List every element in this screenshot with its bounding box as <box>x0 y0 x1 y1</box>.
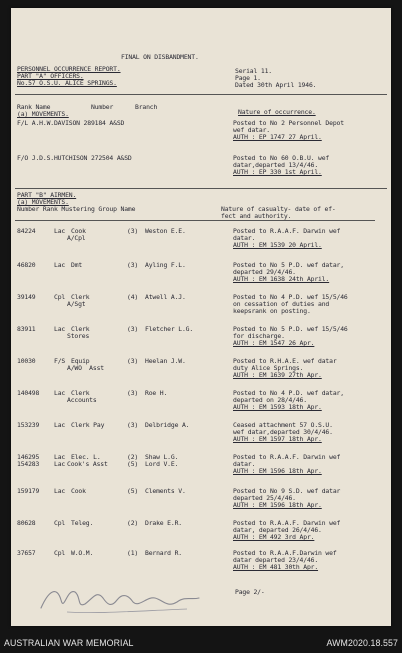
airman-auth: AUTH : EM 1597 18th Apr. <box>233 435 322 443</box>
airman-mustering: Clerk <box>71 325 90 333</box>
airman-name: Ayling F.L. <box>145 261 186 269</box>
airman-group: (2) <box>127 519 139 527</box>
airman-rank: Lac <box>54 389 66 397</box>
officer-auth: AUTH : EP 1747 27 April. <box>233 133 322 141</box>
continuation-page: Page 2/- <box>235 588 265 596</box>
divider <box>15 94 387 95</box>
airman-number: 140498 <box>17 389 40 397</box>
officer-nature: datar,departed 13/4/46. <box>233 161 319 169</box>
airman-group: (3) <box>127 325 139 333</box>
airman-nature: departed 25/4/46. <box>233 494 296 502</box>
airman-mustering: A/Sgt <box>67 300 86 308</box>
airman-number: 46820 <box>17 261 36 269</box>
airman-group: (4) <box>127 293 139 301</box>
airman-name: Atwell A.J. <box>145 293 186 301</box>
part-b-heading: PART "B" AIRMEN. <box>17 191 77 199</box>
airman-group: (1) <box>127 549 139 557</box>
airman-nature: Posted to R.A.A.F. Darwin wef <box>233 453 341 461</box>
airman-mustering: A/Cpl <box>67 234 86 242</box>
airman-group: (5) <box>127 460 139 468</box>
airman-nature: Posted to R.A.A.F.Darwin wef <box>233 549 337 557</box>
airman-mustering: Accounts <box>67 396 97 404</box>
airman-nature: Ceased attachment 57 O.S.U. <box>233 421 333 429</box>
airman-group: (3) <box>127 357 139 365</box>
airman-nature: on cessation of duties and <box>233 300 330 308</box>
airman-mustering: W.O.M. <box>71 549 94 557</box>
airman-mustering: A/WO Asst <box>67 364 104 372</box>
officer-auth: AUTH : EP 330 1st April. <box>233 168 322 176</box>
airman-number: 80628 <box>17 519 36 527</box>
airman-nature: datar. <box>233 460 256 468</box>
officer-nature: Posted to No 60 O.B.U. wef <box>233 154 330 162</box>
officer-entry: F/O J.D.S.HUTCHISON 272504 A&SD <box>17 154 132 162</box>
airman-nature: Posted to R.A.A.F. Darwin wef <box>233 227 341 235</box>
airman-group: (2) <box>127 453 139 461</box>
airman-name: Shaw L.G. <box>145 453 179 461</box>
airman-number: 83911 <box>17 325 36 333</box>
airman-group: (3) <box>127 421 139 429</box>
airman-rank: Lac <box>54 487 66 495</box>
airman-rank: Lac <box>54 227 66 235</box>
airman-rank: F/S <box>54 357 66 365</box>
document-title: FINAL ON DISBANDMENT. <box>121 53 199 61</box>
airman-mustering: Clerk <box>71 389 90 397</box>
airman-nature: for discharge. <box>233 332 285 340</box>
airmen-nature-header: Nature of casualty- date of ef- <box>221 205 336 213</box>
airman-group: (3) <box>127 389 139 397</box>
airman-number: 154283 <box>17 460 40 468</box>
airman-number: 146295 <box>17 453 40 461</box>
airman-auth: AUTH : EM 1539 20 April. <box>233 241 322 249</box>
airman-auth: AUTH : EM 1547 26 Apr. <box>233 339 315 347</box>
airman-mustering: Dmt <box>71 261 83 269</box>
airman-nature: departed on 28/4/46. <box>233 396 307 404</box>
airman-name: Heelan J.W. <box>145 357 186 365</box>
airman-nature: datar, departed 26/4/46. <box>233 526 322 534</box>
officer-entry: F/L A.H.W.DAVISON 289184 A&SD <box>17 119 125 127</box>
handwritten-signature <box>37 578 207 618</box>
airman-number: 159179 <box>17 487 40 495</box>
airmen-nature-header: fect and authority. <box>221 212 292 220</box>
airman-rank: Cpl <box>54 293 66 301</box>
airman-mustering: Clerk Pay <box>71 421 105 429</box>
airman-nature: Posted to No 9 S.D. wef datar <box>233 487 341 495</box>
officers-col-branch: Branch <box>135 103 158 111</box>
airman-rank: Lac <box>54 460 66 468</box>
airman-rank: Lac <box>54 325 66 333</box>
airman-number: 84224 <box>17 227 36 235</box>
airman-rank: Lac <box>54 453 66 461</box>
airman-mustering: Teleg. <box>71 519 94 527</box>
divider <box>15 220 375 221</box>
serial-number: Serial 11. <box>235 67 272 75</box>
airman-group: (3) <box>127 227 139 235</box>
airman-nature: Posted to R.A.A.F. Darwin wef <box>233 519 341 527</box>
officer-nature: wef datar. <box>233 126 270 134</box>
airman-mustering: Cook <box>71 227 86 235</box>
airman-nature: Posted to No 5 P.D. wef 15/5/46 <box>233 325 348 333</box>
airman-name: Lord V.E. <box>145 460 179 468</box>
report-name: PERSONNEL OCCURRENCE REPORT. <box>17 65 121 73</box>
airman-auth: AUTH : EM 1596 18th Apr. <box>233 467 322 475</box>
airman-name: Roe H. <box>145 389 168 397</box>
airman-auth: AUTH : EM 492 3rd Apr. <box>233 533 315 541</box>
airman-number: 153239 <box>17 421 40 429</box>
airman-name: Drake E.R. <box>145 519 182 527</box>
airman-number: 10030 <box>17 357 36 365</box>
airman-nature: keepsrank on posting. <box>233 307 311 315</box>
airman-nature: datar departed 23/4/46. <box>233 556 319 564</box>
airman-number: 37657 <box>17 549 36 557</box>
airman-auth: AUTH : EM 1593 18th Apr. <box>233 403 322 411</box>
airman-nature: departed 29/4/46. <box>233 268 296 276</box>
airman-name: Bernard R. <box>145 549 182 557</box>
airman-nature: Posted to No 4 P.D. wef datar, <box>233 389 344 397</box>
airman-name: Weston E.E. <box>145 227 186 235</box>
report-date: Dated 30th April 1946. <box>235 81 317 89</box>
airman-nature: wef datar,departed 30/4/46. <box>233 428 333 436</box>
part-a-heading: PART "A" OFFICERS. <box>17 72 84 80</box>
archive-name: AUSTRALIAN WAR MEMORIAL <box>4 638 134 648</box>
officers-section-heading: (a) MOVEMENTS. <box>17 110 69 118</box>
airman-number: 39149 <box>17 293 36 301</box>
airman-nature: Posted to R.H.A.E. wef datar <box>233 357 337 365</box>
divider <box>15 188 387 189</box>
document-page <box>11 8 391 626</box>
airman-rank: Lac <box>54 421 66 429</box>
airman-nature: Posted to No 5 P.D. wef datar, <box>233 261 344 269</box>
unit-name: No.57 O.S.U. ALICE SPRINGS. <box>17 79 117 87</box>
airman-auth: AUTH : EM 1596 18th Apr. <box>233 501 322 509</box>
airman-auth: AUTH : EM 481 30th Apr. <box>233 563 319 571</box>
airman-mustering: Elec. L. <box>71 453 101 461</box>
airman-mustering: Clerk <box>71 293 90 301</box>
airman-group: (5) <box>127 487 139 495</box>
page-number: Page 1. <box>235 74 261 82</box>
airman-name: Fletcher L.G. <box>145 325 194 333</box>
airman-name: Delbridge A. <box>145 421 190 429</box>
airman-rank: Lac <box>54 261 66 269</box>
airman-nature: datar. <box>233 234 256 242</box>
airman-rank: Cpl <box>54 519 66 527</box>
airman-mustering: Equip <box>71 357 90 365</box>
officers-col-nature: Nature of occurrence. <box>238 108 316 116</box>
officers-col-number: Number <box>91 103 114 111</box>
officers-col-rank-name: Rank Name <box>17 103 51 111</box>
airmen-section-heading: (a) MOVEMENTS. <box>17 198 69 206</box>
airman-auth: AUTH : EM 1638 24th April. <box>233 275 330 283</box>
airman-auth: AUTH : EM 1639 27th Apr. <box>233 371 322 379</box>
archive-footer <box>0 632 402 653</box>
airmen-column-headers: Number Rank Mustering Group Name <box>17 205 136 213</box>
airman-nature: Posted to No 4 P.D. wef 15/5/46 <box>233 293 348 301</box>
airman-name: Clements V. <box>145 487 186 495</box>
airman-mustering: Cook <box>71 487 86 495</box>
airman-rank: Cpl <box>54 549 66 557</box>
airman-mustering: Stores <box>67 332 90 340</box>
airman-mustering: Cook's Asst <box>67 460 108 468</box>
airman-nature: duty Alice Springs. <box>233 364 304 372</box>
officer-nature: Posted to No 2 Personnel Depot <box>233 119 344 127</box>
archive-reference: AWM2020.18.557 <box>326 638 398 648</box>
airman-group: (3) <box>127 261 139 269</box>
